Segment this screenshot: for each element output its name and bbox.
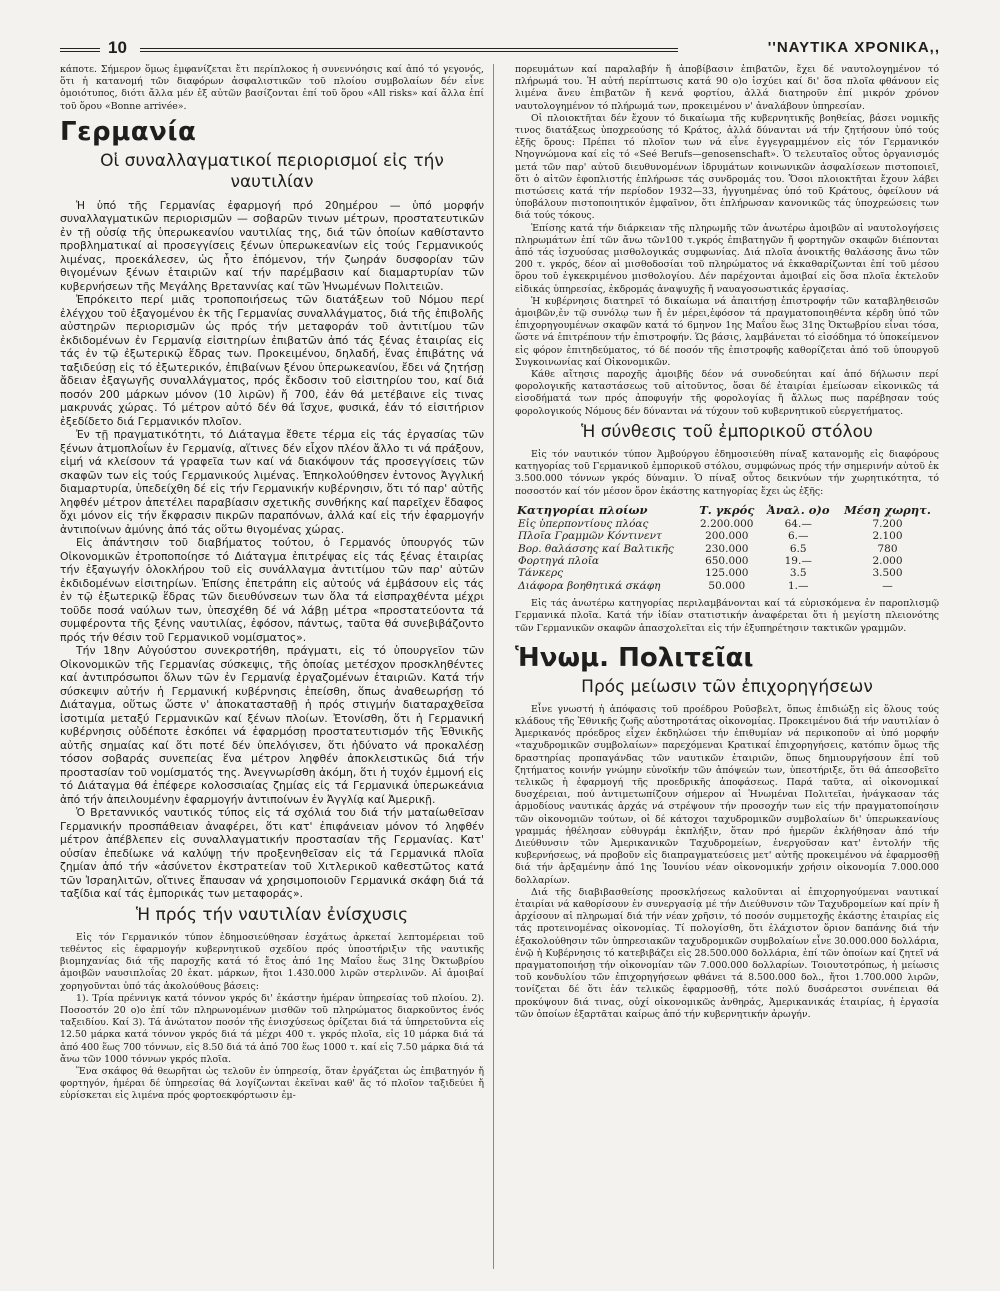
table-cell: 19.— bbox=[784, 554, 812, 567]
article-title-shipping-support: Ἡ πρός τήν ναυτιλίαν ἐνίσχυσις bbox=[135, 904, 409, 925]
article-paragraph: Ἐπρόκειτο περί μιᾶς τροποποιήσεως τῶν διατάξεων τοῦ Νόμου περί ἐλέγχου τοῦ ἐξαγομένου ἐκ τῆς Γερμανίας συναλλάγματος, διά τῆς ἐπιβολῆς αὐστηρῶν περιορισμῶν ὡς πρός τήν μεταφοράν τοῦ ἀντιτίμου τῶν ἐκδιδομένων ἐν Γερμανίᾳ εἰσιτηρίων ἐπιβατῶν ἀπό τάς ξένας ἑταιρίας εἰς τάς ἐν τῷ ἐξωτερικῷ ἕδρας των. Προκειμένου, δηλαδή, ἕνας ἐπιβάτης νά ταξιδεύσῃ εἰς τό ἐξωτερικόν, ἐπιβαίνων ξένου ὑπερωκεανίου, ἔδει νά ζητήσῃ ἄδειαν ἐξαγωγῆς συναλλάγματος, πρός ἔκδοσιν τοῦ εἰσιτηρίου του, καί διά ποσόν 200 μάρκων μόνον (10 λιρῶν) ἤ 700, ἐάν θά μετέβαινε εἰς τινας μακρυνάς χώρας. Τό μέτρον αὐτό δέν θά ἴσχυε, φυσικά, ἐάν τό εἰσιτήριον ἐξεδίδετο διά Γερμανικόν πλοῖον. bbox=[60, 293, 484, 428]
table-cell: 6.5 bbox=[789, 542, 807, 555]
table-row bbox=[515, 543, 939, 555]
table-cell: 3.500 bbox=[872, 567, 903, 580]
table-cell: 2.000 bbox=[872, 554, 903, 567]
fleet-table-header-row bbox=[515, 502, 939, 518]
table-row bbox=[515, 567, 939, 579]
table-cell: Φορτηγά πλοῖα bbox=[518, 554, 599, 567]
article-paragraph: Διά τῆς διαβιβασθείσης προσκλήσεως καλοῦνται αἱ ἐπιχορηγούμεναι ναυτικαί ἑταιρίαι νά καθορίσουν ἐν συνεργασίᾳ μέ τήν Διεύθυνσιν τῶν Ταχυδρομείων καί πρίν ἤ ἀρχίσουν αἱ πληρωμαί διά τήν νέαν χρῆσιν, τό ποσόν συμμετοχῆς ἑκάστης ἑταιρίας εἰς τάς προτεινομένας οἰκονομίας. Τί πολογίσθη, ὅτι ἐλάχιστον ὅριον δαπάνης διά τήν ἐξακολούθησιν τῶν ὑπηρεσιακῶν ταχυδρομικῶν συμβολαίων εἶνε 30.000.000 δολλάρια, ἐνῷ ἡ Κυβέρνησις τό κατεβιβάζει εἰς 28.500.000 δολλάρια, ἐπί τῶν ὁποίων καί ζητεῖ νά πραγματοποιήσῃ τήν οἰκονομίαν τῶν 7.000.000 δολλαρίων. Τοιουτοτρόπως, ἡ μείωσις τοῦ κονδυλίου τῶν ἐπιχορηγήσεων φθάνει τά 8.500.000 δολ., ἤτοι 1.700.000 λιρῶν, τονίζεται δέ ὅτι ἐάν τελικῶς ἐφαρμοσθῇ, τότε πολύ δυσάρεστοι συνέπειαι θά προκύψουν διά τινας, οὐχί οἰκονομικῶς ἀνθηράς, Ἀμερικανικάς ἑταιρίας, ἡ ἐργασία τῶν ὁποίων ἐξαρτᾶται καίρως ἀπό τήν κυβερνητικήν ἀρωγήν. bbox=[515, 886, 939, 1020]
table-cell: 7.200 bbox=[872, 517, 903, 530]
article-paragraph: Ἕνα σκάφος θά θεωρῆται ὡς τελοῦν ἐν ὑπηρεσίᾳ, ὅταν ἐργάζεται ὡς ἐπιβατηγόν ἤ φορτηγόν, ἡμέραι δέ ὑπηρεσίας θά λογίζωνται ἐκεῖναι καθ' ἅς τό πλοῖον ταξιδεύει ἤ εὑρίσκεται εἰς λιμένα πρός φορτοεκφόρτωσιν ἐμ- bbox=[60, 1066, 484, 1102]
table-cell: Πλοῖα Γραμμῶν Κόντινεντ bbox=[518, 530, 662, 543]
table-cell: 2.200.000 bbox=[700, 517, 754, 530]
article-title-currency-restrictions: Οἱ συναλλαγματικοί περιορισμοί εἰς τήν ναυτιλίαν bbox=[100, 150, 444, 192]
table-cell: 230.000 bbox=[705, 542, 749, 555]
table-cell: 64.— bbox=[784, 517, 812, 530]
article-title-fleet-composition: Ἡ σύνθεσις τοῦ ἐμπορικοῦ στόλου bbox=[581, 421, 873, 442]
table-row bbox=[515, 580, 939, 592]
table-cell: 3.5 bbox=[789, 567, 807, 580]
intro-paragraph: κάποτε. Σήμερον ὅμως ἐμφανίζεται ἔτι περίπλοκος ἡ συνεννόησις καί ἀπό τό γεγονός, ὅτι ἡ κατανομή τῶν διαφόρων ἀσφαλιστικῶν τοῦ πλοίου συμβολαίων δέν εἶνε ὁμοιότυπος, διότι ἄλλα μέν ἐξ αὐτῶν βασίζονται ἐπί τοῦ ὅρου «All risks» καί ἄλλα ἐπί τοῦ ὅρου «Bonne arrivée». bbox=[60, 64, 484, 112]
fleet-note: Εἰς τάς ἀνωτέρω κατηγορίας περιλαμβάνονται καί τά εὑρισκόμενα ἐν παροπλισμῷ Γερμανικά πλοῖα. Κατά τήν ἰδίαν στατιστικήν ἀναφέρεται ὅτι ἡ μεγίστη πλειονότης τῶν Γερμανικῶν σκαφῶν ἀπασχολεῖται εἰς τήν ἐξυπηρέτησιν τακτικῶν γραμμῶν. bbox=[515, 598, 939, 634]
right-column bbox=[515, 64, 939, 1274]
article-paragraph: Εἰς τόν Γερμανικόν τύπον ἐδημοσιεύθησαν ἐσχάτως ἀρκεταί λεπτομέρειαι τοῦ τεθέντος εἰς ἐφαρμογήν κυβερνητικοῦ σχεδίου πρός ὑποστήριξιν τῆς ναυτικῆς βιομηχανίας διά τῆς παροχῆς κατά τό ἔτος ἀπό 1ης Μαΐου ἕως 31ης Ὀκτωβρίου ἀμοιβῶν ναυσιπλοΐας 20 ἑκατ. μάρκων, ἤτοι 1.430.000 λιρῶν στερλινῶν. Αἱ ἀμοιβαί χορηγοῦνται ὑπό τάς ἀκολούθους βάσεις: bbox=[60, 931, 484, 992]
article-paragraph: 1). Τρία πρέννιγκ κατά τόννον γκρός δι' ἑκάστην ἡμέραν ὑπηρεσίας τοῦ πλοίου. 2). Ποσοστόν 20 ο)ο ἐπί τῶν πληρωνομένων μισθῶν τοῦ πληρώματος διαρκοῦντος ἑνός ταξειδίου. Καί 3). Τά ἀνώτατον ποσόν τῆς ἐνισχύσεως ὁρίζεται διά τά ὑπηρετοῦντα εἰς 12.50 μάρκα κατά τόννον γκρός διά τά μέχρι 400 τ. γκρός πλοῖα, εἰς 10 μάρκα διά τά ἀπό 400 ἕως 700 τόννων, εἰς 8.50 διά τά ἀπό 700 ἕως 1000 τ. καί εἰς 7.50 μάρκα διά τά ἄνω τῶν 1000 τόννων γκρός πλοῖα. bbox=[60, 992, 484, 1065]
fleet-col-header: Ἀναλ. ο)ο bbox=[766, 502, 830, 517]
fleet-col-header: Κατηγορίαι πλοίων bbox=[517, 502, 648, 517]
left-column bbox=[60, 64, 484, 1274]
fleet-col-header: Τ. γκρός bbox=[699, 502, 755, 517]
article-paragraph: Ὁ Βρεταννικός ναυτικός τύπος εἰς τά σχόλιά του διά τήν ματαίωθεῖσαν Γερμανικήν προσπάθειαν ἀναφέρει, ὅτι κατ' ἐπιφάνειαν μόνον τό ληφθέν μέτρον ἀπέβλεπεν εἰς συναλλαγματικήν προστασίαν τῆς Γερμανίας. Κατ' οὐσίαν ἐπεδίωκε νά καλύψῃ τήν προξενηθεῖσαν εἰς τά Γερμανικά πλοῖα ζημίαν ἀπό τήν «ἀσύνετον ἐκστρατείαν τοῦ Χιτλερικοῦ καθεστῶτος κατά τῶν Ἰσραηλιτῶν, οἵτινες ἔπαυσαν νά χρησιμοποιοῦν Γερμανικά σκάφη διά τά ταξίδια καί τάς ἐμπορικάς των μεταφοράς». bbox=[60, 806, 484, 901]
article-paragraph: Οἱ πλοιοκτῆται δέν ἔχουν τό δικαίωμα τῆς κυβερνητικῆς βοηθείας, βάσει νομικῆς τινος διατάξεως ὑποχρεούσης τό Κράτος, ἀλλά δύνανται νά τήν ζητήσουν ὑπό τούς ἑξῆς ὅρους: Πρέπει τό πλοῖον των νά εἶνε ἐγγεγραμμένον εἰς τόν Γερμανικόν Νηογνώμονα καί εἰς τό «Seé Berufs—genosenschaft». Ὁ τελευταῖος οὗτος ὀργανισμός μετά τῶν παρ' αὐτοῦ διευθυνομένων ἱδρυμάτων κοινωνικῶν ἀσφαλίσεων πιστοποιεῖ, ὅτι ὁ αἰτῶν ἐφοπλιστής ἐπλήρωσε τάς συνδρομάς του. Ὅσοι πλοιοκτῆται ἔχουν λάβει πιστώσεις κατά τήν περίοδον 1932—33, ἠγγυημένας ὑπό τοῦ Κράτους, ὀφείλουν νά ὑποβάλουν πιστοποιητικόν ἐμφαῖνον, ὅτι ἐπλήρωσαν κανονικῶς τάς ὑποχρεώσεις των διά τούς τόκους. bbox=[515, 112, 939, 222]
table-cell: 50.000 bbox=[708, 579, 746, 592]
table-cell: 6.— bbox=[787, 530, 809, 543]
article-paragraph: Εἶνε γνωστή ἡ ἀπόφασις τοῦ προέδρου Ροῦσβελτ, ὅπως ἐπιδιώξῃ εἰς ὅλους τούς κλάδους τῆς Ἐθνικῆς ζωῆς αὐστηροτάτας οἰκονομίας. Προκειμένου διά τήν ναυτιλίαν ὁ Ἀμερικανός πρόεδρος εἶχεν ἐκδηλώσει τήν ἐπιθυμίαν νά περικοποῦν αἱ ὑπό μορφήν «ταχυδρομικῶν συμβολαίων» παρεχόμεναι Κρατικαί ἐπιχορηγήσεις, κατόπιν ὅμως τῆς δραστηρίας προπαγάνδας τῶν ναυτικῶν ἑταιριῶν, ὅπως δημιουργήσουν ἐπί τοῦ ζητήματος κοινήν γνώμην εὐνοϊκήν τῶν ἀπόψεών των, ὑπεστήριξε, ὅτι θά ἀπεσοβεῖτο τελικῶς ἡ ἐφαρμογή τῆς προεδρικῆς ἀποφάσεως. Παρά ταῦτα, αἱ οἰκονομικαί δυσχέρειαι, πού ἀντιμετωπίζουν σήμερον αἱ Ἡνωμέναι Πολιτεῖαι, ἠνάγκασαν τάς ἁρμοδίους ναυτικάς ἀρχάς νά στρέψουν τήν προσοχήν των εἰς τήν πραγματοποίησιν τῶν οἰκονομιῶν τούτων, οἱ δέ κάτοχοι ταχυδρομικῶν συμβολαίων δι' ὑπερωκεανίους γραμμάς ἠθέλησαν εὐθυγράμ ἐκπλήξιν, ὅταν πρό ἡμερῶν ἐκλήθησαν ἀπό τήν Διεύθυνσιν τῶν Ἀμερικανικῶν Ταχυδρομείων, ἐνεργοῦσαν κατ' ἐντολήν τῆς κυβερνήσεως, νά προβοῦν εἰς διαπραγματεύσεις μετ' αὐτῆς προκειμένου νά ἐφαρμοσθῇ διά τήν ἀρξαμένην ἀπό 1ης Ἰουνίου νέαν οἰκονομικήν χρήσιν οἰκονομία 7.000.000 δολλαρίων. bbox=[515, 703, 939, 886]
article-paragraph: Ἡ ὑπό τῆς Γερμανίας ἐφαρμογή πρό 20ημέρου — ὑπό μορφήν συναλλαγματικῶν περιορισμῶν — σοβαρῶν τινων μέτρων, προστατευτικῶν ἐν τῇ οὐσίᾳ τῆς ὑπερωκεανίου ναυτιλίας της, διά τῶν ὁποίων καθίσταντο προβληματικαί αἱ προσεγγίσεις ξένων ὑπερωκεανίων εἰς τούς Γερμανικούς λιμένας, προεκάλεσεν, ὡς ἦτο ἑπόμενον, τήν ζωηράν δυσφορίαν τῶν θιγομένων ξένων ἑταιριῶν καί τήν παρέμβασιν καί διαμαρτυρίαν τῶν κυβερνήσεων τῆς Μεγάλης Βρεταννίας καί τῶν Ἡνωμένων Πολιτειῶν. bbox=[60, 198, 484, 293]
table-cell: Εἰς ὑπερποντίους πλόας bbox=[518, 517, 649, 530]
article-paragraph: Ἐπίσης κατά τήν διάρκειαν τῆς πληρωμῆς τῶν ἀνωτέρω ἀμοιβῶν αἱ ναυτολογήσεις πληρωμάτων ἐπί τῶν ἄνω τῶν100 τ.γκρός ἐπιβατηγῶν ἤ φορτηγῶν σκαφῶν διέπονται ἀπό τάς ἰσχυούσας μισθολογικάς συμφωνίας. Διά πλοῖα ἀνοικτῆς θαλάσσης ἄνω τῶν 200 τ. γκρός, δέον αἱ μισθοδοσίαι τοῦ πληρώματος νά ἐκκαθαρίζωνται ἐπί τοῦ μέσου ὅρου τοῦ ἐγκεκριμένου μισθολογίου. Δέν παρέχονται ἀμοιβαί εἰς ὅσα πλοῖα ἐκτελοῦν εἰδικάς ὑπηρεσίας, ἐκδρομάς ἀναψυχῆς ἤ ναυαγοσωστικάς ἐργασίας. bbox=[515, 222, 939, 295]
table-cell: Βορ. θαλάσσης καί Βαλτικῆς bbox=[518, 542, 674, 555]
article-title-subsidy-reduction: Πρός μείωσιν τῶν ἐπιχορηγήσεων bbox=[581, 676, 873, 697]
table-row bbox=[515, 518, 939, 530]
table-cell: 2.100 bbox=[872, 530, 903, 543]
article-paragraph: Κάθε αἴτησις παροχῆς ἀμοιβῆς δέον νά συνοδεύηται καί ἀπό δήλωσιν περί φορολογικῆς καταστάσεως τοῦ αἰτοῦντος, ὅσαι δέ ἑταιρίαι ἐμείωσαν εἰκονικῶς τά εἰσοδήματά των πρός ἀποφυγήν τῆς φορολογίας ἤ ἄλλως πως παρέβησαν τούς φορολογικούς Νόμους δέν δύνανται νά τύχουν τοῦ κυβερνητικοῦ εὐεργετήματος. bbox=[515, 369, 939, 417]
fleet-table bbox=[515, 502, 939, 592]
country-title-usa: Ἡνωμ. Πολιτεῖαι bbox=[515, 642, 754, 673]
article-paragraph: Ἡ κυβέρνησις διατηρεῖ τό δικαίωμα νά ἀπαιτήσῃ ἐπιστροφήν τῶν καταβληθεισῶν ἀμοιβῶν,ἐν τῷ συνόλῳ των ἤ ἐν μέρει,ἐφόσον τά πραγματοποιηθέντα κέρδη ὑπό τῶν ἐπιχορηγουμένων σκαφῶν κατά τό 6μηνον 1ης Μαΐου ἕως 31ης Ὀκτωβρίου εἶναι τόσα, ὥστε νά ἐπιτρέπουν τήν ἐπιστροφήν. Ὡς βάσις, λαμβάνεται τό εἰσόδημα τό ὑποκείμενον εἰς φόρον ἐπιτηδεύματος, τό δέ ποσόν τῆς ἐπιστροφῆς καθορίζεται ἀπό τοῦ ὑπουργοῦ Συγκοινωνίας καί Οἰκονομικῶν. bbox=[515, 295, 939, 368]
table-row bbox=[515, 555, 939, 567]
article-paragraph: Ἐν τῇ πραγματικότητι, τό Διάταγμα ἔθετε τέρμα εἰς τάς ἐργασίας τῶν ξένων ἀτμοπλοΐων ἐν Γερμανίᾳ, αἵτινες δέν εἶχον πλέον ἄλλο τι νά πράξουν, εἰμή νά κλείσουν τά γραφεῖα των καί νά διακόψουν τάς προσεγγίσεις τῶν σκαφῶν των εἰς τούς Γερμανικούς λιμένας. Ἐπηκολούθησεν ἐντονος Ἀγγλική διαμαρτυρία, ὑπεδείχθη δέ εἰς τήν Γερμανικήν κυβέρνησιν, ὅτι τό παρ' αὐτῆς ληφθέν μέτρον ἀπετέλει παραβίασιν σχετικῆς συνθήκης καί παρεῖχεν ἔδαφος ὄχι μόνον εἰς τήν ἔκφρασιν πικρῶν παραπόνων, ἀλλά καί εἰς τήν ἐφαρμογήν ἀντιποίνων ἀμύνης ἀπό τάς οὕτω θιγομένας χώρας. bbox=[60, 428, 484, 536]
fleet-intro: Εἰς τόν ναυτικόν τύπον Ἀμβούργου ἐδημοσιεύθη πίναξ κατανομῆς εἰς διαφόρους κατηγορίας τοῦ Γερμανικοῦ ἐμπορικοῦ στόλου, συμφώνως πρός τήν σημερινήν αὐτοῦ ἐκ 3.500.000 τόννων γκρός δύναμιν. Ὁ πίναξ οὗτος δεικνύων τήν χωρητικότητα, τό ποσοστόν καί τόν μέσον ὅρον ἑκάστης κατηγορίας ἔχει ὡς ἑξῆς: bbox=[515, 448, 939, 497]
header-rule-middle bbox=[140, 48, 678, 52]
fleet-col-header: Μέση χωρητ. bbox=[844, 502, 931, 517]
article-paragraph: πορευμάτων καί παραλαβήν ἤ ἀποβίβασιν ἐπιβατῶν, ἔχει δέ ναυτολογημένον τό πλήρωμά του. Ἡ αὐτή περίπτωσις κατά 90 ο)ο ἰσχύει καί δι' ὅσα πλοῖα φθάνουν εἰς λιμένα ἄνευ ἐπιβατῶν ἤ κενά φορτίου, ἀλλά διατηροῦν ἐπί μικρόν χρόνον ναυτολογημένον τό πλήρωμά των, προκειμένου ν' ἀναλάβουν ὑπηρεσίαν. bbox=[515, 64, 939, 112]
running-header bbox=[60, 38, 940, 60]
table-cell: 650.000 bbox=[705, 554, 749, 567]
masthead: ''ΝΑΥΤΙΚΑ ΧΡΟΝΙΚΑ,, bbox=[767, 39, 940, 56]
article-paragraph: Εἰς ἀπάντησιν τοῦ διαβήματος τούτου, ὁ Γερμανός ὑπουργός τῶν Οἰκονομικῶν ἐτροποποίησε τό Διάταγμα ἐπιτρέψας εἰς τάς ξένας ἑταιρίας τήν ἐξαγωγήν ὁλοκλήρου τοῦ εἰς συνάλλαγμα ἀντιτίμου τῶν παρ' αὐτῶν ἐκδιδομένων εἰσιτηρίων. Ἐπίσης ἐπετράπη εἰς αὐτούς νά ἐμβάσουν εἰς τάς ἐν τῷ ἐξωτερικῷ ἕδρας τῶν διευθύνσεων των ὅλα τά εἰσπραχθέντα μέχρι τοῦδε ποσά ναύλων των, ὑπεσχέθη δέ νά λάβῃ μέτρα «προστατεύοντα τά συμφέροντα τῆς ξένης ναυτιλίας, ἐφόσον, πάντως, ταῦτα θά συνεβιβάζοντο πρός τήν θέσιν τοῦ Γερμανικοῦ νομίσματος». bbox=[60, 536, 484, 644]
table-cell: 780 bbox=[877, 542, 898, 555]
page-number: 10 bbox=[108, 38, 127, 57]
article-paragraph: Τήν 18ην Αὐγούστου συνεκροτήθη, πράγματι, εἰς τό ὑπουργεῖον τῶν Οἰκονομικῶν τῆς Γερμανίας σύσκεψις, τῆς ὁποίας μετέσχον προσκληθέντες καί ἀντιπρόσωποι ὅλων τῶν ἐν Γερμανίᾳ ἐργαζομένων ἑταιριῶν. Κατά τήν σύσκεψιν αὐτήν ἡ Γερμανική κυβέρνησις ἐπείσθη, ὅπως ἀναθεωρήσῃ τό Διάταγμα, οὕτως ὥστε ν' ἀποκατασταθῇ ἡ πρός στιγμήν διαταραχθεῖσα ἰσοτιμία μεταξύ Γερμανικῶν καί ξένων πλοίων. Ἐτονίσθη, ὅτι ἡ Γερμανική κυβέρνησις οὐδέποτε ἐσκόπει νά ἐφαρμόσῃ προστατευτισμόν τῆς Ἐθνικῆς αὐτῆς σημαίας καί ὅτι ποτέ δέν ὑπελόγισεν, ὅτι ἠδύνατο νά προκαλέσῃ τόσον σοβαράς συνεπείας ἕνα μέτρον ληφθέν ἀποκλειστικῶς διά τήν προστασίαν τοῦ νομίσματός της. Ἀνεγνωρίσθη ἀκόμη, ὅτι ἡ τυχόν ἐμμονή εἰς τό Διάταγμα θά ἐπέφερε κολοσσιαίας ζημίας εἰς τά Γερμανικά ὑπερωκεάνια ἀπό τήν ἀπειλουμένην ἐφαρμογήν ἀντιποίνων ἐν Ἀγγλίᾳ καί Ἀμερικῇ. bbox=[60, 644, 484, 806]
table-row bbox=[515, 530, 939, 542]
table-cell: — bbox=[882, 579, 893, 592]
column-divider bbox=[493, 64, 494, 1269]
country-title-germany: Γερμανία bbox=[60, 116, 197, 147]
table-cell: Τάνκερς bbox=[518, 567, 564, 580]
table-cell: Διάφορα βοηθητικά σκάφη bbox=[518, 579, 661, 592]
table-cell: 1.— bbox=[787, 579, 809, 592]
header-rule-left bbox=[60, 48, 100, 52]
table-cell: 125.000 bbox=[705, 567, 749, 580]
table-cell: 200.000 bbox=[705, 530, 749, 543]
